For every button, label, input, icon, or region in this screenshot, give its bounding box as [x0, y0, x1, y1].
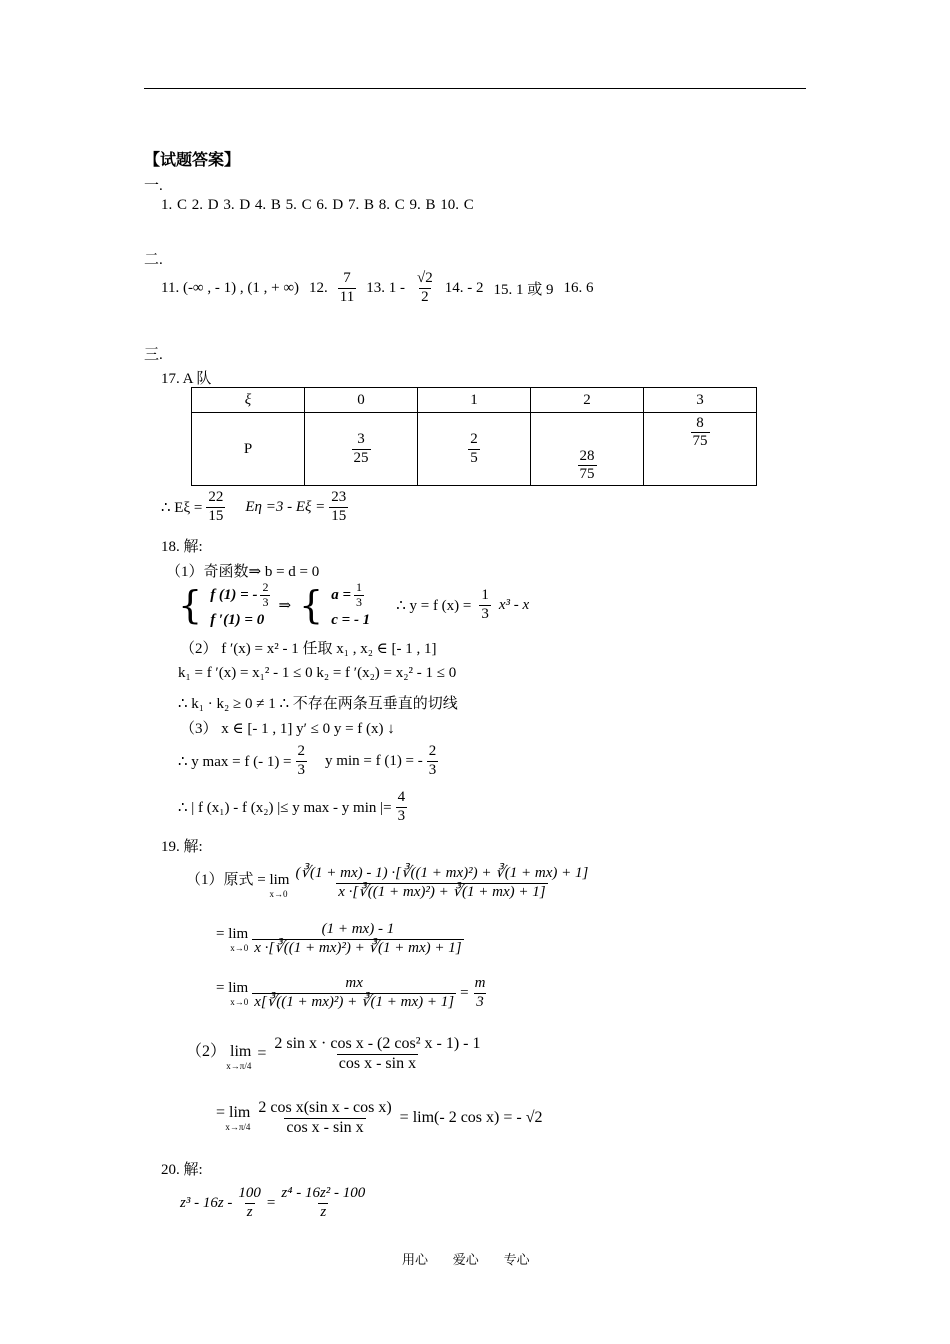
- table-cell: 2: [531, 388, 644, 413]
- section-1-answers: 1. C 2. D 3. D 4. B 5. C 6. D 7. B 8. C 9. B 10. C: [161, 197, 474, 213]
- probability-fraction: $\frac{28}{75}$: [579, 447, 595, 482]
- table-cell: [305, 413, 418, 486]
- table-cell: [644, 413, 757, 486]
- table-cell: [418, 413, 531, 486]
- q18-line-5: （3） x ∈ [- 1 , 1] y′ ≤ 0 y = f (x) ↓: [180, 721, 395, 737]
- q19-part1-line3: = lim x→0 $\frac{mx}{\text{x[∛((1 + mx)²) + ∛(1 + mx) + 1]}}$ = $\frac{m}{3}$: [216, 975, 486, 1010]
- answer-14: 14. - 2: [444, 279, 484, 296]
- answer-12-fraction: $\frac{7}{11}$: [339, 270, 355, 305]
- answer-16: 16. 6: [563, 279, 594, 296]
- table-row: [192, 413, 757, 486]
- expectation-fraction-1: $\frac{22}{15}$: [208, 489, 224, 524]
- limit-fraction: $\frac{\text{(∛(1 + mx) - 1) ·[∛((1 + mx)²) + ∛(1 + mx) + 1]}}{\text{x ·[∛((1 + mx)²) + ∛(1 + mx) + 1]}}$: [295, 865, 589, 900]
- q19-part2-line1: （2） lim x→π/4 = $\frac{\text{2 sin x · cos x - (2 cos² x - 1) - 1}}{\text{cos x - sin x}}$: [186, 1035, 481, 1072]
- table-cell: P: [192, 413, 305, 486]
- expectation-fraction-2: $\frac{23}{15}$: [331, 489, 347, 524]
- q19-part1-line1: （1）原式 = lim x→0 $\frac{\text{(∛(1 + mx) - 1) ·[∛((1 + mx)²) + ∛(1 + mx) + 1]}}{\text{x ·[∛((1 + mx)²) + ∛(1 + mx) + 1]}}$: [186, 865, 589, 900]
- section-2-label: 二.: [144, 252, 163, 268]
- q18-line-4: ∴ k₁ · k₂ ≥ 0 ≠ 1 ∴ 不存在两条互垂直的切线: [178, 696, 458, 712]
- answer-11: 11. (-∞ , - 1) , (1 , + ∞): [161, 279, 300, 296]
- section-2-answers: [161, 266, 593, 310]
- answer-13-fraction: $\frac{√2}{2}$: [416, 270, 433, 305]
- q19-part2-line2: = lim x→π/4 $\frac{\text{2 cos x(sin x - cos x)}}{\text{cos x - sin x}}$ = lim(- 2 cos x) = - √2: [216, 1099, 543, 1136]
- q18-line-7: ∴ | f (x₁) - f (x₂) |≤ y max - y min |= $\frac{4}{3}$: [178, 789, 406, 824]
- probability-fraction: $\frac{3}{25}$: [353, 431, 369, 466]
- q17-title: 17. A 队: [161, 371, 212, 387]
- limit-fraction: $\frac{(1 + mx) - 1}{\text{x ·[∛((1 + mx)²) + ∛(1 + mx) + 1]}}$: [254, 921, 462, 956]
- limit-fraction: $\frac{mx}{\text{x[∛((1 + mx)²) + ∛(1 + mx) + 1]}}$: [254, 975, 455, 1010]
- q18-line-3: k₁ = f ′(x) = x₁² - 1 ≤ 0 k₂ = f ′(x₂) = x₂² - 1 ≤ 0: [178, 665, 457, 681]
- q20-equation: z³ - 16z - $\frac{100}{z}$ = $\frac{\text{z⁴ - 16z² - 100}}{z}$: [180, 1185, 366, 1220]
- q18-line-1: （1）奇函数⇒ b = d = 0: [166, 564, 320, 580]
- left-brace: {: [178, 583, 203, 627]
- answer-12-label: 12.: [309, 279, 328, 296]
- probability-fraction: $\frac{8}{75}$: [692, 415, 708, 450]
- page-footer: 用心 爱心 专心: [402, 1253, 530, 1268]
- probability-fraction: $\frac{2}{5}$: [470, 431, 478, 466]
- q19-part1-line2: = lim x→0 $\frac{(1 + mx) - 1}{\text{x ·[∛((1 + mx)²) + ∛(1 + mx) + 1]}}$: [216, 921, 462, 956]
- header-rule: [144, 88, 806, 89]
- limit-fraction: $\frac{\text{2 cos x(sin x - cos x)}}{\text{cos x - sin x}}$: [258, 1099, 392, 1136]
- answer-13-label: 13. 1 -: [366, 279, 405, 296]
- section-3-label: 三.: [144, 347, 163, 363]
- table-cell: 3: [644, 388, 757, 413]
- section-1-label: 一.: [144, 178, 163, 194]
- table-header-row: [192, 388, 757, 413]
- answers-heading: 【试题答案】: [144, 150, 241, 169]
- q18-title: 18. 解:: [161, 539, 203, 555]
- q20-title: 20. 解:: [161, 1162, 203, 1178]
- answer-15: 15. 1 或 9: [493, 281, 554, 298]
- q18-line-2: （2） f ′(x) = x² - 1 任取 x₁ , x₂ ∈ [- 1 , 1]: [180, 641, 437, 657]
- distribution-table: [191, 387, 757, 486]
- q18-line-6: ∴ y max = f (- 1) = $\frac{2}{3}$ y min = f (1) = - $\frac{2}{3}$: [178, 743, 437, 778]
- q19-title: 19. 解:: [161, 839, 203, 855]
- left-brace: {: [299, 583, 324, 627]
- table-cell: ξ: [192, 388, 305, 413]
- q17-expectation: ∴ Eξ = $\frac{22}{15}$ Eη =3 - Eξ = $\frac{23}{15}$: [161, 489, 347, 524]
- table-cell: 1: [418, 388, 531, 413]
- limit-fraction: $\frac{\text{2 sin x · cos x - (2 cos² x - 1) - 1}}{\text{cos x - sin x}}$: [274, 1035, 481, 1072]
- table-cell: 0: [305, 388, 418, 413]
- q18-system: { f (1) = - $\frac{2}{3}$ f ′(1) = 0 ⇒ { a = $\frac{1}{3}$ c = - 1 ∴ y = f (x) = $\frac{1}{3}$ x³ - x: [178, 580, 530, 628]
- table-cell: [531, 413, 644, 486]
